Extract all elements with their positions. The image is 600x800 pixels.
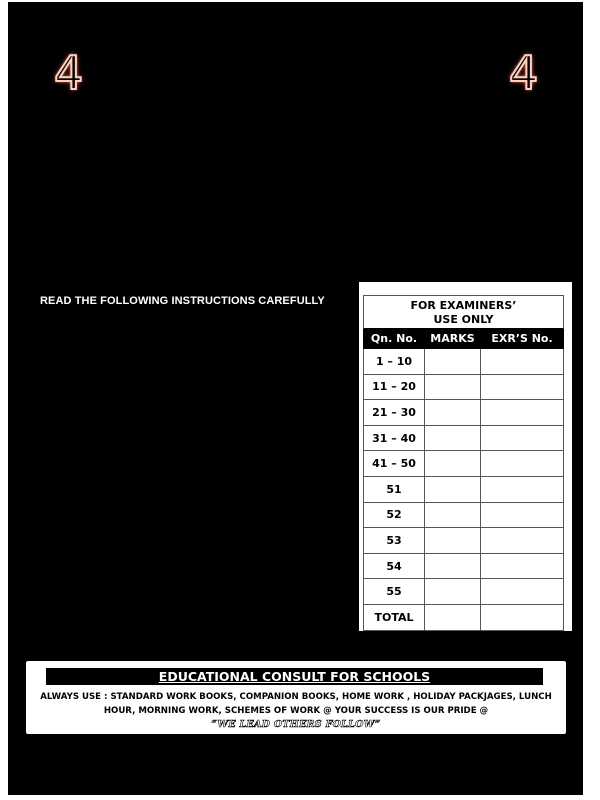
table-row bbox=[364, 400, 564, 426]
examiner-no-cell[interactable] bbox=[481, 502, 564, 528]
table-row bbox=[364, 349, 564, 375]
footer-line-1: ALWAYS USE : STANDARD WORK BOOKS, COMPANION BOOKS, HOME WORK , HOLIDAY PACKJAGES, LUNCH bbox=[40, 692, 552, 702]
table-row-total bbox=[364, 604, 564, 630]
marks-cell[interactable] bbox=[425, 579, 481, 605]
examiner-no-cell[interactable] bbox=[481, 553, 564, 579]
examiner-no-cell[interactable] bbox=[481, 451, 564, 477]
table-row bbox=[364, 553, 564, 579]
examiners-table bbox=[363, 295, 564, 631]
examiner-no-cell[interactable] bbox=[481, 374, 564, 400]
question-number: 54 bbox=[364, 553, 425, 579]
total-label: TOTAL bbox=[364, 604, 425, 630]
question-range: 1 – 10 bbox=[364, 349, 425, 375]
examiners-box bbox=[359, 277, 572, 634]
examiners-table-header bbox=[364, 329, 564, 349]
question-range: 31 – 40 bbox=[364, 425, 425, 451]
footer-motto: “WE LEAD OTHERS FOLLOW” bbox=[211, 719, 381, 730]
table-row bbox=[364, 528, 564, 554]
marks-cell[interactable] bbox=[425, 502, 481, 528]
marks-cell[interactable] bbox=[425, 425, 481, 451]
total-marks-cell[interactable] bbox=[425, 604, 481, 630]
column-header-examiner-no: EXR’S No. bbox=[481, 329, 564, 349]
footer-body bbox=[36, 690, 556, 718]
question-range: 41 – 50 bbox=[364, 451, 425, 477]
question-number: 53 bbox=[364, 528, 425, 554]
table-row bbox=[364, 425, 564, 451]
table-row bbox=[364, 374, 564, 400]
table-row bbox=[364, 502, 564, 528]
marks-cell[interactable] bbox=[425, 553, 481, 579]
examiners-title-line2: USE ONLY bbox=[433, 312, 494, 326]
examiner-no-cell[interactable] bbox=[481, 579, 564, 605]
marks-cell[interactable] bbox=[425, 476, 481, 502]
examiners-box-top-bar bbox=[359, 277, 572, 282]
examiner-no-cell[interactable] bbox=[481, 400, 564, 426]
examiners-box-bottom-bar bbox=[359, 631, 572, 634]
marks-cell[interactable] bbox=[425, 400, 481, 426]
marks-cell[interactable] bbox=[425, 451, 481, 477]
question-range: 11 – 20 bbox=[364, 374, 425, 400]
question-number: 52 bbox=[364, 502, 425, 528]
examiner-no-cell[interactable] bbox=[481, 476, 564, 502]
marks-cell[interactable] bbox=[425, 374, 481, 400]
examiners-title-line1: FOR EXAMINERS’ bbox=[410, 298, 517, 312]
page-number-right: 4 bbox=[509, 46, 539, 100]
footer-banner: EDUCATIONAL CONSULT FOR SCHOOLS bbox=[46, 668, 543, 685]
column-header-qn-no: Qn. No. bbox=[364, 329, 425, 349]
examiner-no-cell[interactable] bbox=[481, 425, 564, 451]
examiner-no-cell[interactable] bbox=[481, 528, 564, 554]
footer-panel bbox=[26, 661, 566, 734]
footer-line-2: HOUR, MORNING WORK, SCHEMES OF WORK @ YOUR SUCCESS IS OUR PRIDE @ bbox=[103, 706, 489, 716]
marks-cell[interactable] bbox=[425, 528, 481, 554]
question-number: 51 bbox=[364, 476, 425, 502]
question-range: 21 – 30 bbox=[364, 400, 425, 426]
table-row bbox=[364, 476, 564, 502]
table-row bbox=[364, 451, 564, 477]
total-examiner-no-cell[interactable] bbox=[481, 604, 564, 630]
examiners-table-title-row bbox=[364, 296, 564, 329]
instructions-heading: READ THE FOLLOWING INSTRUCTIONS CAREFULLY bbox=[40, 295, 325, 307]
examiners-table-title bbox=[364, 296, 564, 329]
page-number-left: 4 bbox=[54, 46, 84, 100]
table-row bbox=[364, 579, 564, 605]
marks-cell[interactable] bbox=[425, 349, 481, 375]
column-header-marks: MARKS bbox=[425, 329, 481, 349]
question-number: 55 bbox=[364, 579, 425, 605]
examiner-no-cell[interactable] bbox=[481, 349, 564, 375]
